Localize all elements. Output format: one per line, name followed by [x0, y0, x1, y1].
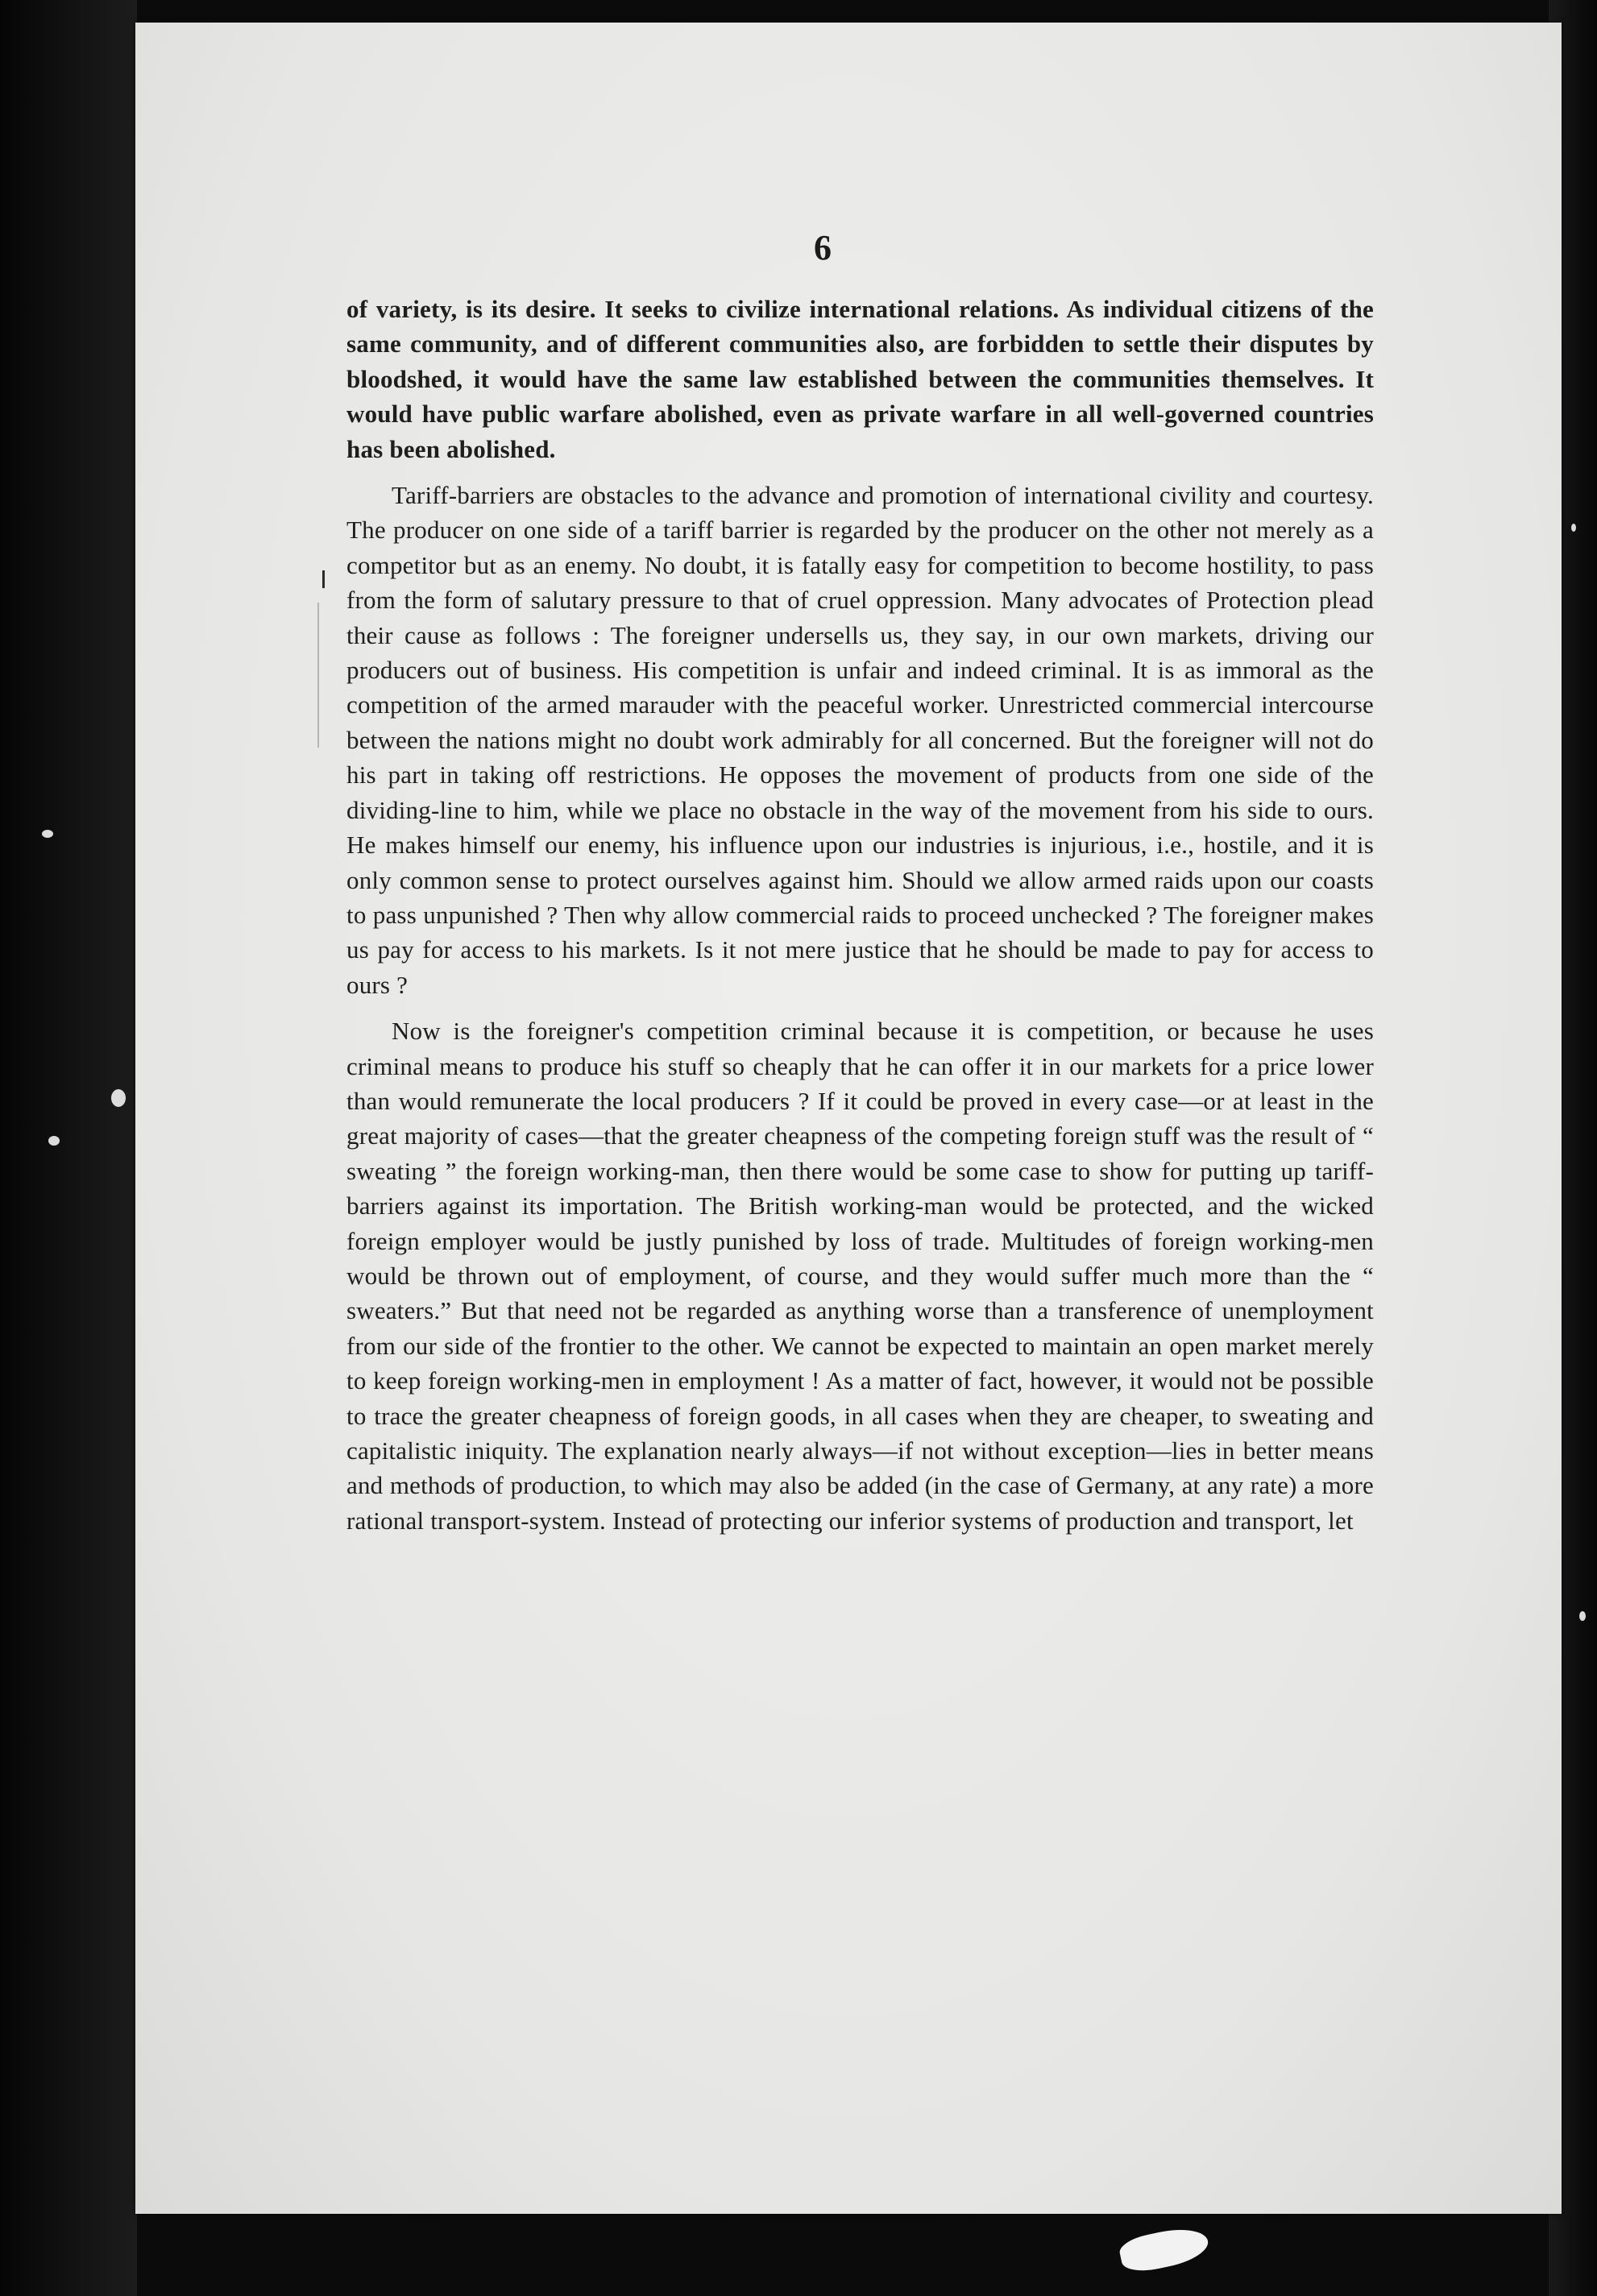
- body-text: [346, 292, 1374, 1538]
- scan-speck: [42, 830, 53, 838]
- page-number: 6: [814, 228, 832, 267]
- scan-speck: [1571, 524, 1576, 532]
- paragraph: Tariff-barriers are obstacles to the advance and promotion of international civility and courtesy. The producer on one side of a tariff barrier is regarded by the producer on the other not merely as a competitor but as an enemy. No doubt, it is fatally easy for competition to become hostility, to pass from the form of salutary pressure to that of cruel oppression. Many advocates of Protection plead their cause as follows : The foreigner undersells us, they say, in our own markets, driving our producers out of business. His competition is unfair and indeed criminal. It is as immoral as the competition of the armed marauder with the peaceful worker. Unrestricted commercial intercourse between the nations might no doubt work admirably for all concerned. But the foreigner will not do his part in taking off restrictions. He opposes the movement of products from one side of the dividing-line to him, while we place no obstacle in the way of the movement from his side to ours. He makes himself our enemy, his influence upon our industries is injurious, i.e., hostile, and it is only common sense to protect ourselves against him. Should we allow armed raids upon our coasts to pass unpunished ? Then why allow commercial raids to proceed unchecked ? The foreigner makes us pay for access to his markets. Is it not mere justice that he should be made to pay for access to ours ?: [346, 481, 1374, 999]
- scan-blot: [1118, 2223, 1212, 2276]
- margin-mark: [322, 570, 325, 588]
- scan-speck: [48, 1136, 60, 1146]
- margin-mark: [317, 603, 319, 748]
- scan-border-left: [0, 0, 137, 2296]
- paragraph: of variety, is its desire. It seeks to civilize international relations. As individual citizens of the same community, and of different communities also, are forbidden to settle their disputes by bloodshed, it would have the same law established between the communities themselves. It would have public warfare abolished, even as private warfare in all well-governed countries has been abolished.: [346, 295, 1374, 463]
- scan-speck: [111, 1089, 126, 1107]
- paragraph: Now is the foreigner's competition criminal because it is competition, or because he uses criminal means to produce his stuff so cheaply that he can offer it in our markets for a price lower than would remunerate the local producers ? If it could be proved in every case—or at least in the great majority of cases—that the greater cheapness of the competing foreign stuff was the result of “ sweating ” the foreign working-man, then there would be some case to show for putting up tariff-barriers against its importation. The British working-man would be protected, and the wicked foreign employer would be justly punished by loss of trade. Multitudes of foreign working-men would be thrown out of employment, of course, and they would suffer much more than the “ sweaters.” But that need not be regarded as anything worse than a transference of unemployment from our side of the frontier to the other. We cannot be expected to maintain an open market merely to keep foreign working-men in employment ! As a matter of fact, however, it would not be possible to trace the greater cheapness of foreign goods, in all cases when they are cheaper, to sweating and capitalistic iniquity. The explanation nearly always—if not without exception—lies in better means and methods of production, to which may also be added (in the case of Germany, at any rate) a more rational transport-system. Instead of protecting our inferior systems of production and transport, let: [346, 1017, 1374, 1535]
- scan-speck: [1579, 1611, 1586, 1621]
